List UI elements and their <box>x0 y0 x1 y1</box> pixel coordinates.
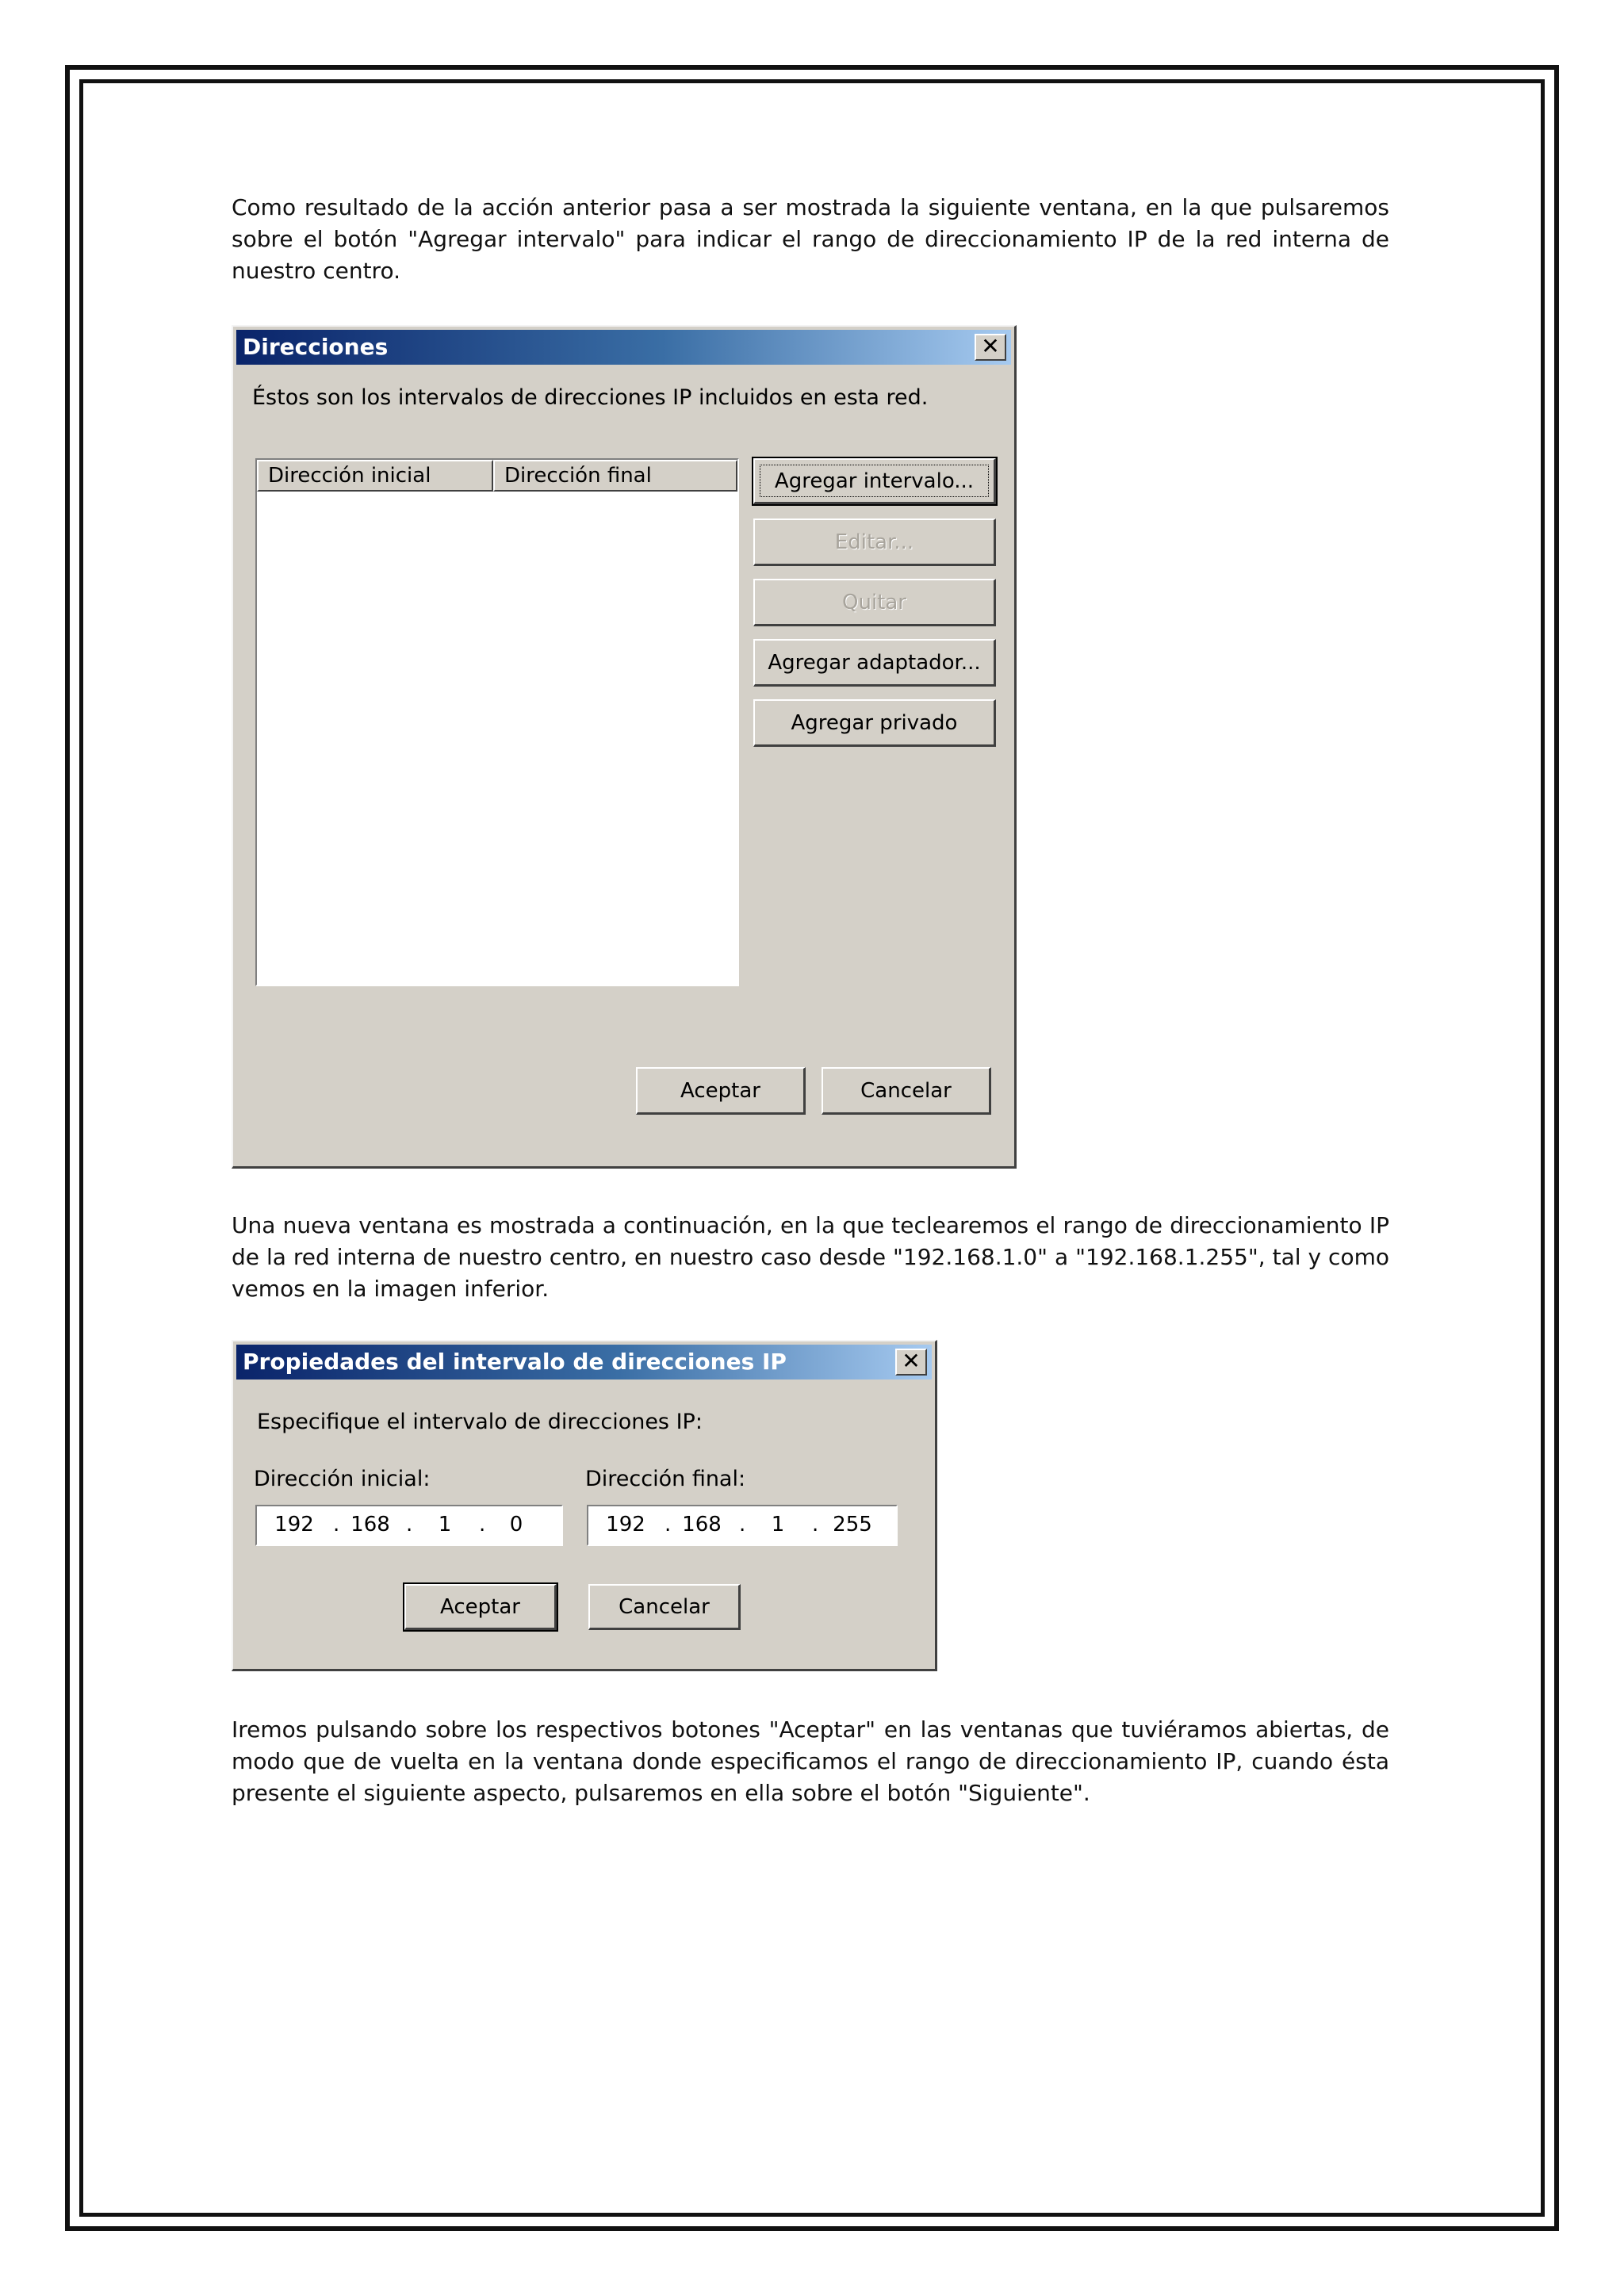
ok-button[interactable]: Aceptar <box>404 1584 557 1630</box>
ip-separator: . <box>812 1513 819 1536</box>
paragraph-next-step: Iremos pulsando sobre los respectivos botones "Aceptar" en las ventanas que tuviéramos abiertas, de modo que de vuelta en la ventana donde especificamos el rango de direccionamiento IP, cuando ésta presente el siguiente aspecto, pulsaremos en ella sobre el botón "Siguiente". <box>232 1716 1389 1806</box>
add-adapter-button[interactable]: Agregar adaptador... <box>753 639 996 687</box>
direcciones-titlebar <box>236 330 1011 365</box>
paragraph-intro: Como resultado de la acción anterior pasa a ser mostrada la siguiente ventana, en la que pulsaremos sobre el botón "Agregar intervalo" para indicar el rango de direccionamiento IP de la red interna de nuestro centro. <box>232 194 1389 284</box>
ip-range-title: Propiedades del intervalo de direcciones IP <box>243 1349 787 1375</box>
end-ip-octet-2: 168 <box>682 1513 722 1536</box>
ip-separator: . <box>333 1513 340 1536</box>
ip-range-properties-dialog <box>232 1340 937 1671</box>
start-address-label: Dirección inicial: <box>254 1467 431 1491</box>
ip-separator: . <box>739 1513 746 1536</box>
cancel-button[interactable]: Cancelar <box>588 1584 741 1630</box>
ip-separator: . <box>479 1513 486 1536</box>
ip-separator: . <box>665 1513 672 1536</box>
end-ip-octet-1: 192 <box>606 1513 645 1536</box>
ip-range-prompt: Especifique el intervalo de direcciones IP: <box>257 1410 703 1434</box>
ip-separator: . <box>406 1513 413 1536</box>
add-range-button[interactable]: Agregar intervalo... <box>753 458 996 504</box>
add-private-button[interactable]: Agregar privado <box>753 699 996 747</box>
end-address-label: Dirección final: <box>585 1467 746 1491</box>
column-header-start[interactable]: Dirección inicial <box>257 460 493 492</box>
direcciones-dialog <box>232 325 1017 1169</box>
paragraph-range: Una nueva ventana es mostrada a continuación, en la que teclearemos el rango de direccionamiento IP de la red interna de nuestro centro, en nuestro caso desde "192.168.1.0" a "192.168.1.255", tal y como vemos en la imagen inferior. <box>232 1212 1389 1302</box>
end-ip-octet-3: 1 <box>771 1513 785 1536</box>
direcciones-title: Direcciones <box>243 334 389 360</box>
close-icon[interactable]: ✕ <box>895 1349 927 1376</box>
column-header-end[interactable]: Dirección final <box>493 460 737 492</box>
edit-button[interactable]: Editar... <box>753 519 996 566</box>
end-ip-input[interactable] <box>587 1505 898 1546</box>
ip-ranges-list[interactable] <box>255 458 739 986</box>
cancel-button[interactable]: Cancelar <box>822 1067 991 1115</box>
remove-button[interactable]: Quitar <box>753 579 996 626</box>
start-ip-octet-4: 0 <box>509 1513 523 1536</box>
start-ip-octet-1: 192 <box>274 1513 314 1536</box>
close-icon[interactable]: ✕ <box>975 334 1006 361</box>
start-ip-octet-2: 168 <box>350 1513 390 1536</box>
start-ip-input[interactable] <box>255 1505 563 1546</box>
start-ip-octet-3: 1 <box>438 1513 452 1536</box>
ip-range-titlebar <box>236 1345 932 1380</box>
end-ip-octet-4: 255 <box>833 1513 872 1536</box>
ok-button[interactable]: Aceptar <box>636 1067 806 1115</box>
direcciones-description: Éstos son los intervalos de direcciones IP incluidos en esta red. <box>252 385 929 410</box>
